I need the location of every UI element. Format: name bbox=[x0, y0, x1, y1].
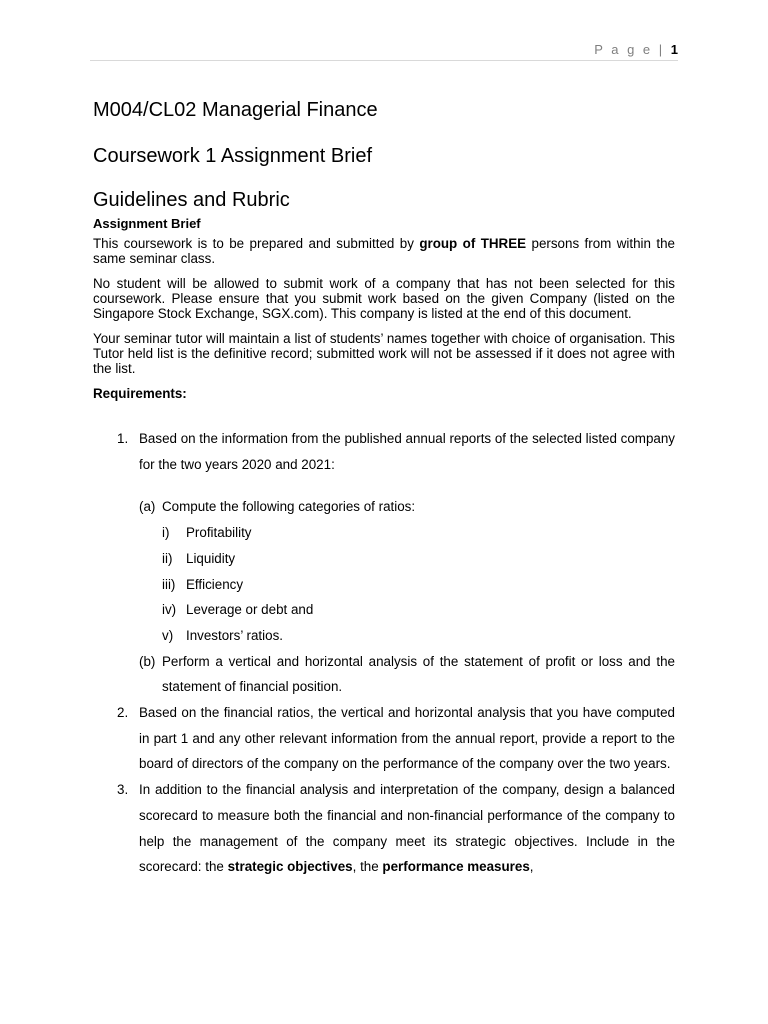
requirement-item bbox=[93, 426, 675, 700]
list-item bbox=[162, 597, 675, 623]
performance-measures-bold: performance measures bbox=[382, 859, 530, 875]
list-item-label: v) bbox=[162, 627, 174, 643]
list-item-label: i) bbox=[162, 525, 170, 541]
requirement-text-before: In addition to the financial analysis and interpretation of the company, design a balanced scorecard to measure both the financial and non-financial performance of the company to help the management of the company meet its strategic objectives. Include in the scorecard: the bbox=[139, 782, 675, 875]
strategic-objectives-bold: strategic objectives bbox=[227, 859, 353, 875]
para1-text-after: persons from within the same seminar class. bbox=[93, 236, 675, 266]
subrequirement-b bbox=[139, 649, 675, 700]
list-item bbox=[162, 623, 675, 649]
document-title: M004/CL02 Managerial Finance bbox=[93, 99, 378, 121]
list-item bbox=[162, 546, 675, 572]
para1-text-before: This coursework is to be prepared and submitted by bbox=[93, 236, 420, 251]
page-number: 1 bbox=[670, 42, 678, 57]
requirements-heading: Requirements: bbox=[93, 386, 187, 401]
requirements-list bbox=[93, 426, 675, 880]
requirement-number: 1. bbox=[117, 431, 129, 446]
requirement-item bbox=[93, 777, 675, 880]
subrequirement-a bbox=[139, 494, 675, 648]
requirement-text-after: , bbox=[529, 859, 534, 875]
requirement-number: 2. bbox=[117, 705, 129, 721]
header-divider bbox=[90, 60, 678, 61]
assignment-brief-heading: Assignment Brief bbox=[93, 216, 201, 231]
paragraph-group-size bbox=[93, 236, 675, 266]
list-item-text: Profitability bbox=[186, 525, 252, 541]
requirement-text: Based on the financial ratios, the vertical and horizontal analysis that you have computed in part 1 and any other relevant information from the annual report, provide a report to the board of directors of the company on the performance of the company over the two years. bbox=[139, 705, 675, 772]
page-label: P a g e | bbox=[594, 42, 665, 57]
list-item bbox=[162, 572, 675, 598]
document-subtitle: Coursework 1 Assignment Brief bbox=[93, 145, 373, 167]
requirement-number: 3. bbox=[117, 782, 129, 798]
list-item-text: Investors’ ratios. bbox=[186, 627, 283, 643]
subrequirement-text: Perform a vertical and horizontal analysis of the statement of profit or loss and the statement of financial position. bbox=[162, 653, 675, 695]
list-item bbox=[162, 520, 675, 546]
list-item-text: Efficiency bbox=[186, 576, 244, 592]
list-item-text: Leverage or debt and bbox=[186, 602, 314, 618]
paragraph-tutor-list: Your seminar tutor will maintain a list of students’ names together with choice of organisation. This Tutor held list is the definitive record; submitted work will not be assessed if it does not agree with the list. bbox=[93, 331, 675, 376]
requirement-text bbox=[139, 777, 675, 880]
page-number-header bbox=[594, 42, 678, 57]
document-body bbox=[93, 98, 675, 880]
requirement-text-mid: , the bbox=[352, 859, 383, 875]
list-item-label: iii) bbox=[162, 576, 176, 592]
subrequirement-label: (b) bbox=[139, 653, 156, 669]
list-item-label: ii) bbox=[162, 550, 173, 566]
para1-bold: group of THREE bbox=[419, 236, 527, 251]
list-item-label: iv) bbox=[162, 602, 177, 618]
requirement-item bbox=[93, 700, 675, 777]
ratio-categories-list bbox=[162, 520, 675, 649]
subrequirement-text: Compute the following categories of ratios: bbox=[162, 499, 416, 515]
requirement-text: Based on the information from the published annual reports of the selected listed company for the two years 2020 and 2021: bbox=[139, 431, 675, 472]
subrequirement-label: (a) bbox=[139, 499, 156, 515]
list-item-text: Liquidity bbox=[186, 550, 236, 566]
paragraph-company-selection: No student will be allowed to submit work of a company that has not been selected for this coursework. Please ensure that you submit work based on the given Company (listed on the Singapore Stock Exchange, SGX.com). This company is listed at the end of this document. bbox=[93, 276, 675, 321]
section-title: Guidelines and Rubric bbox=[93, 189, 290, 211]
